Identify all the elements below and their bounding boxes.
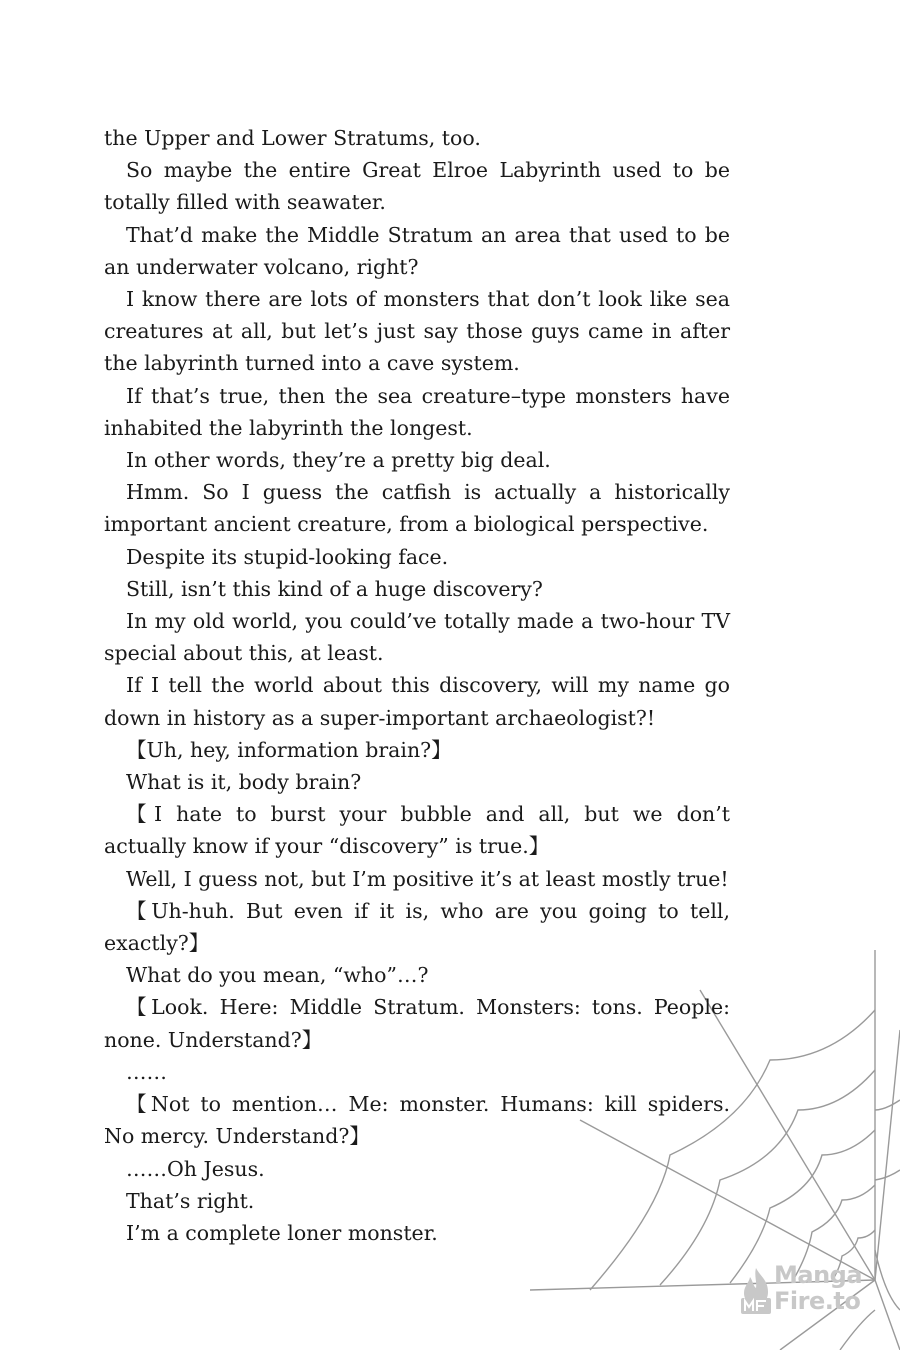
paragraph: If that’s true, then the sea creature–type monsters have inhabited the labyrinth the longest. (104, 383, 730, 440)
paragraph: Despite its stupid-looking face. (126, 544, 449, 569)
paragraph: That’d make the Middle Stratum an area that used to be an underwater volcano, right? (104, 222, 730, 279)
paragraph: So maybe the entire Great Elroe Labyrinth used to be totally filled with seawater. (104, 158, 730, 215)
dialogue-line: 【Uh, hey, information brain?】 (126, 737, 452, 762)
dialogue-line: 【Look. Here: Middle Stratum. Monsters: tons. People: none. Understand?】 (104, 995, 730, 1052)
paragraph: In my old world, you could’ve totally made a two-hour TV special about this, at least. (104, 609, 730, 666)
story-text (104, 122, 730, 1249)
paragraph: the Upper and Lower Stratums, too. (104, 126, 481, 150)
paragraph: What do you mean, “who”…? (126, 963, 429, 988)
paragraph: …… (126, 1059, 167, 1084)
watermark-line1: Manga (774, 1261, 863, 1289)
paragraph: I know there are lots of monsters that don’t look like sea creatures at all, but let’s just say those guys came in after the labyrinth turned into a cave system. (104, 287, 730, 376)
dialogue-line: 【Not to mention… Me: monster. Humans: kill spiders. No mercy. Understand?】 (104, 1092, 730, 1149)
dialogue-line: 【Uh-huh. But even if it is, who are you going to tell, exactly?】 (104, 898, 730, 956)
paragraph: That’s right. (126, 1188, 255, 1213)
watermark-line2: Fire.to (774, 1287, 861, 1315)
dialogue-line: 【I hate to burst your bubble and all, but we don’t actually know if your “discovery” is true.】 (104, 802, 730, 859)
paragraph: Well, I guess not, but I’m positive it’s at least mostly true! (126, 866, 729, 891)
paragraph: Still, isn’t this kind of a huge discovery? (126, 576, 543, 601)
paragraph: Hmm. So I guess the catfish is actually a historically important ancient creature, from a biological perspective. (104, 480, 730, 537)
paragraph: I’m a complete loner monster. (126, 1220, 438, 1245)
paragraph: ……Oh Jesus. (126, 1156, 265, 1181)
paragraph: What is it, body brain? (126, 770, 362, 795)
flame-logo-icon (738, 1266, 774, 1316)
paragraph: In other words, they’re a pretty big deal. (126, 448, 551, 473)
paragraph: If I tell the world about this discovery, will my name go down in history as a super-important archaeologist?! (104, 673, 730, 730)
site-watermark (732, 1260, 872, 1320)
